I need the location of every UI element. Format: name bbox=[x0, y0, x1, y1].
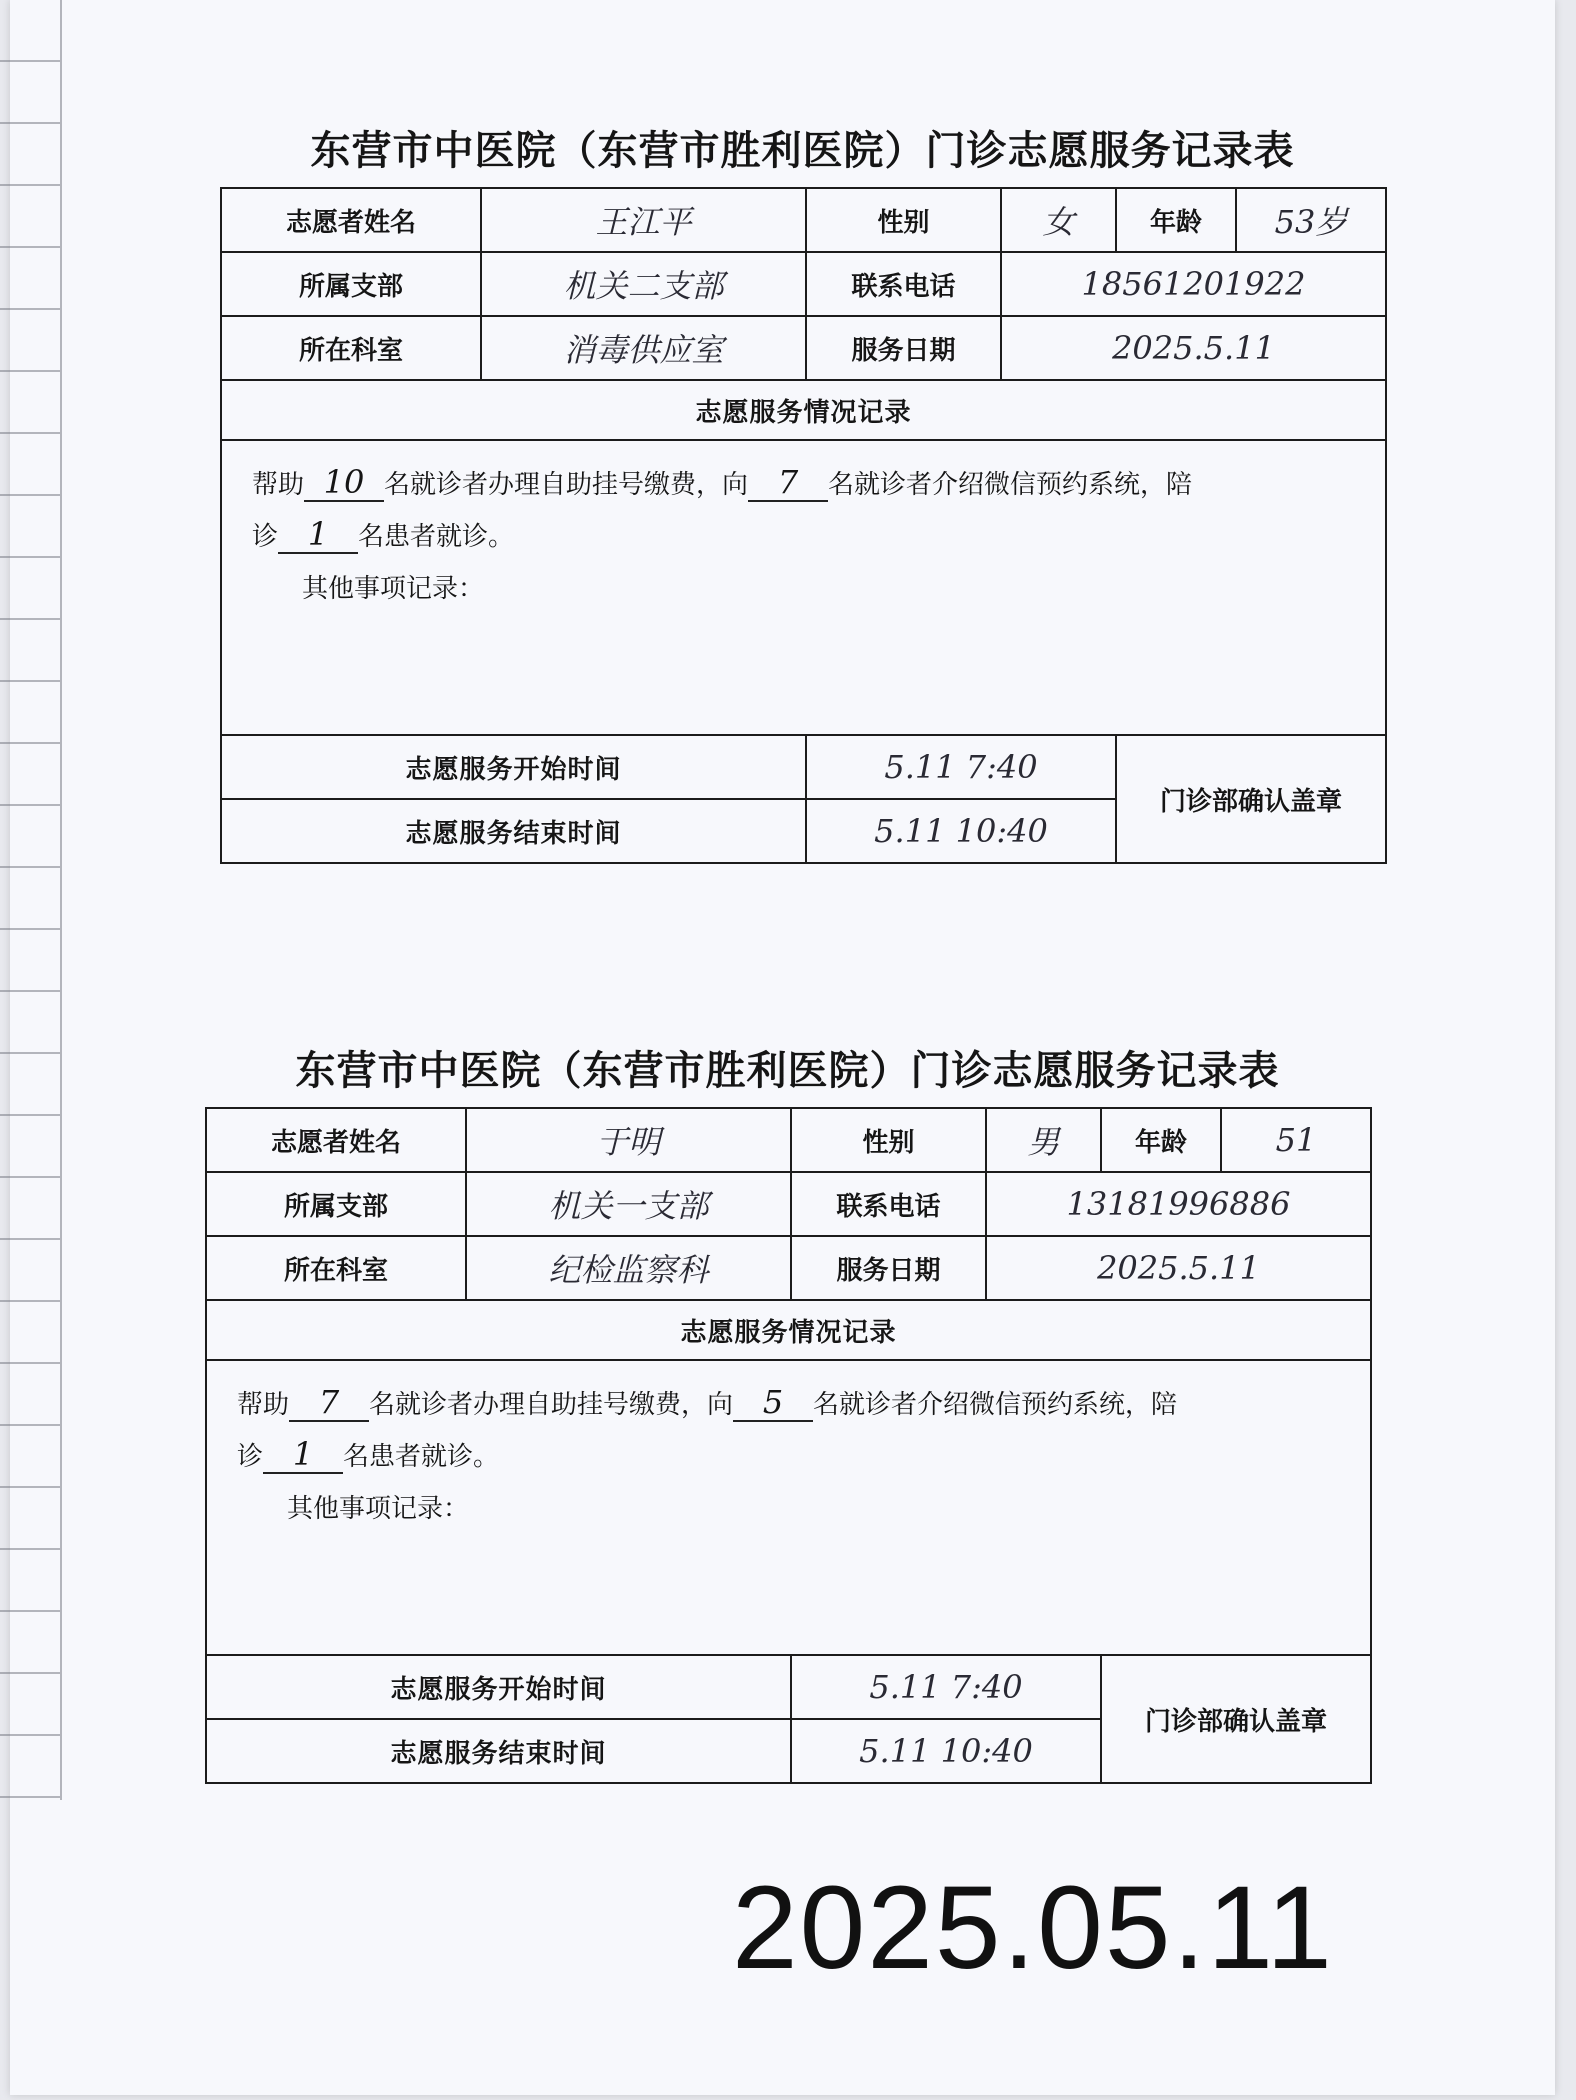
value-gender: 男 bbox=[986, 1108, 1101, 1172]
label-start-time: 志愿服务开始时间 bbox=[206, 1655, 791, 1719]
label-name: 志愿者姓名 bbox=[206, 1108, 466, 1172]
service-record: 帮助 7 名就诊者办理自助挂号缴费，向 5 名就诊者介绍微信预约系统，陪 诊 1 名患者就诊。 其他事项记录： bbox=[206, 1360, 1371, 1655]
wechat-count: 5 bbox=[733, 1384, 813, 1422]
wechat-count: 7 bbox=[748, 464, 828, 502]
label-age: 年龄 bbox=[1116, 188, 1236, 252]
value-date: 2025.5.11 bbox=[986, 1236, 1371, 1300]
form-title: 东营市中医院（东营市胜利医院）门诊志愿服务记录表 bbox=[295, 1047, 1280, 1094]
background-grid-paper bbox=[0, 0, 62, 1800]
value-phone: 18561201922 bbox=[1001, 252, 1386, 316]
value-branch: 机关一支部 bbox=[466, 1172, 791, 1236]
label-start-time: 志愿服务开始时间 bbox=[221, 735, 806, 799]
stamp-confirm: 门诊部确认盖章 bbox=[1101, 1655, 1371, 1783]
form-title: 东营市中医院（东营市胜利医院）门诊志愿服务记录表 bbox=[310, 127, 1295, 174]
label-phone: 联系电话 bbox=[806, 252, 1001, 316]
label-name: 志愿者姓名 bbox=[221, 188, 481, 252]
value-start-time: 5.11 7:40 bbox=[806, 735, 1116, 799]
section-heading: 志愿服务情况记录 bbox=[221, 380, 1386, 440]
label-dept: 所在科室 bbox=[221, 316, 481, 380]
label-date: 服务日期 bbox=[806, 316, 1001, 380]
service-record: 帮助 10 名就诊者办理自助挂号缴费，向 7 名就诊者介绍微信预约系统，陪 诊 1 名患者就诊。 其他事项记录： bbox=[221, 440, 1386, 735]
value-name: 王江平 bbox=[481, 188, 806, 252]
other-notes-label: 其他事项记录： bbox=[302, 574, 485, 604]
value-end-time: 5.11 10:40 bbox=[791, 1719, 1101, 1783]
photo-date-stamp: 2025.05.11 bbox=[732, 1862, 1334, 1994]
label-branch: 所属支部 bbox=[206, 1172, 466, 1236]
stamp-confirm: 门诊部确认盖章 bbox=[1116, 735, 1386, 863]
other-notes-label: 其他事项记录： bbox=[287, 1494, 470, 1524]
value-dept: 纪检监察科 bbox=[466, 1236, 791, 1300]
form-table bbox=[205, 1107, 1372, 1784]
value-age: 51 bbox=[1221, 1108, 1371, 1172]
value-age: 53岁 bbox=[1236, 188, 1386, 252]
label-age: 年龄 bbox=[1101, 1108, 1221, 1172]
value-end-time: 5.11 10:40 bbox=[806, 799, 1116, 863]
section-heading: 志愿服务情况记录 bbox=[206, 1300, 1371, 1360]
value-dept: 消毒供应室 bbox=[481, 316, 806, 380]
value-date: 2025.5.11 bbox=[1001, 316, 1386, 380]
form-table bbox=[220, 187, 1387, 864]
label-end-time: 志愿服务结束时间 bbox=[221, 799, 806, 863]
help-count: 7 bbox=[289, 1384, 369, 1422]
value-phone: 13181996886 bbox=[986, 1172, 1371, 1236]
value-branch: 机关二支部 bbox=[481, 252, 806, 316]
label-end-time: 志愿服务结束时间 bbox=[206, 1719, 791, 1783]
volunteer-form-2 bbox=[205, 1035, 1370, 1784]
value-start-time: 5.11 7:40 bbox=[791, 1655, 1101, 1719]
value-name: 于明 bbox=[466, 1108, 791, 1172]
help-count: 10 bbox=[304, 464, 384, 502]
accompany-count: 1 bbox=[263, 1436, 343, 1474]
label-phone: 联系电话 bbox=[791, 1172, 986, 1236]
value-gender: 女 bbox=[1001, 188, 1116, 252]
label-dept: 所在科室 bbox=[206, 1236, 466, 1300]
label-gender: 性别 bbox=[791, 1108, 986, 1172]
label-date: 服务日期 bbox=[791, 1236, 986, 1300]
label-gender: 性别 bbox=[806, 188, 1001, 252]
volunteer-form-1 bbox=[220, 115, 1385, 864]
label-branch: 所属支部 bbox=[221, 252, 481, 316]
accompany-count: 1 bbox=[278, 516, 358, 554]
